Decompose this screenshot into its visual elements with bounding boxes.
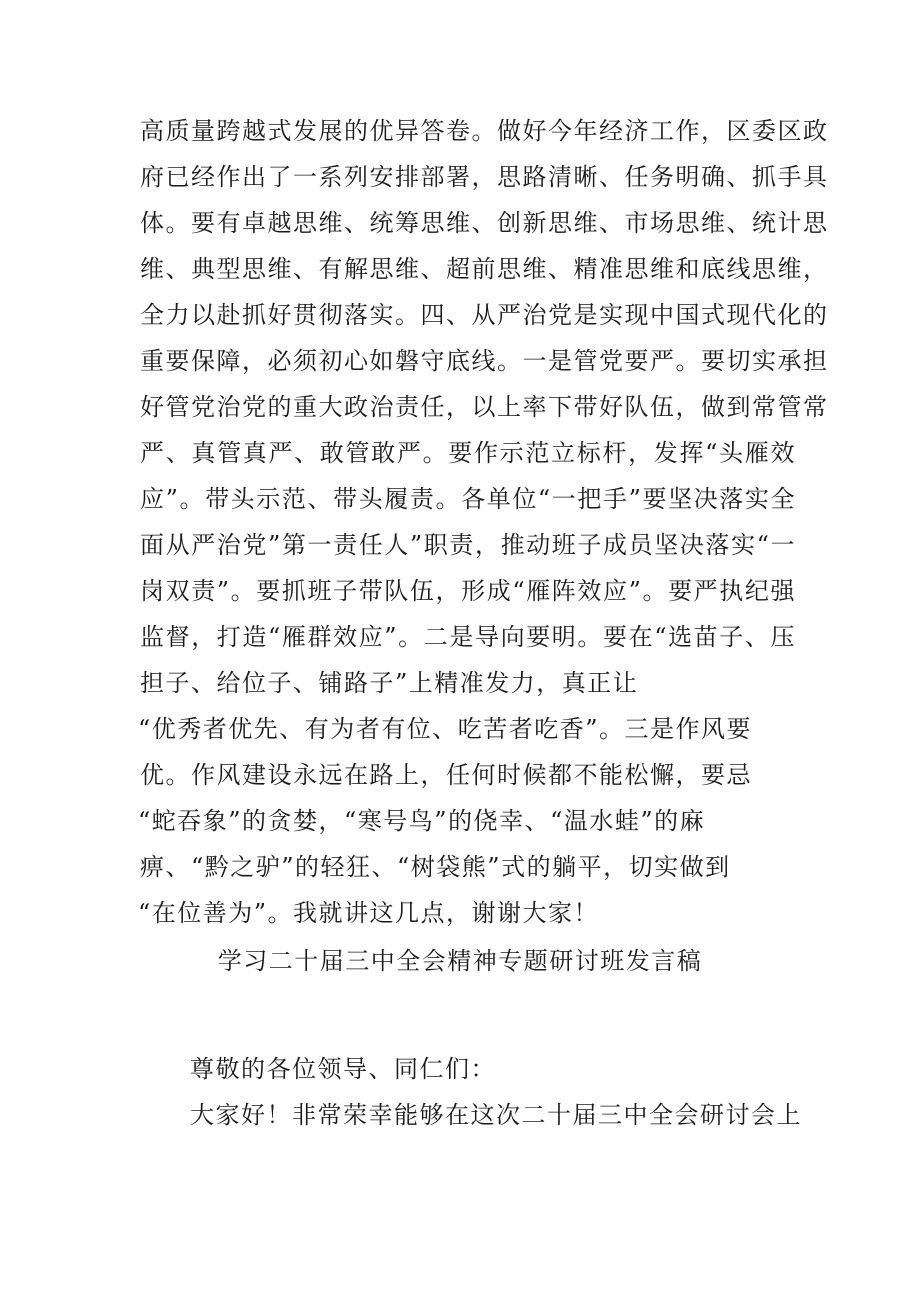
body-line: 维、典型思维、有解思维、超前思维、精准思维和底线思维， — [140, 255, 829, 283]
opening-line: 大家好！非常荣幸能够在这次二十届三中全会研讨会上 — [190, 1101, 802, 1129]
body-line: 面从严治党”第一责任人”职责，推动班子成员坚决落实“一 — [140, 531, 796, 559]
body-line: 担子、给位子、铺路子”上精准发力，真正让 — [140, 669, 639, 697]
body-line: “在位善为”。我就讲这几点，谢谢大家！ — [138, 899, 600, 927]
salutation: 尊敬的各位领导、同仁们： — [190, 1055, 496, 1083]
body-line: 岗双责”。要抓班子带队伍，形成“雁阵效应”。要严执纪强 — [140, 577, 796, 605]
body-line: 体。要有卓越思维、统筹思维、创新思维、市场思维、统计思 — [140, 209, 829, 237]
body-line: 全力以赴抓好贯彻落实。四、从严治党是实现中国式现代化的 — [140, 301, 829, 329]
body-line: “优秀者优先、有为者有位、吃苦者吃香”。三是作风要 — [138, 715, 753, 743]
body-line: 优。作风建设永远在路上，任何时候都不能松懈，要忌 — [140, 761, 752, 789]
body-line: 重要保障，必须初心如磐守底线。一是管党要严。要切实承担 — [140, 347, 829, 375]
body-line: “蛇吞象”的贪婪，“寒号鸟”的侥幸、“温水蛙”的麻 — [138, 807, 706, 835]
body-line: 严、真管真严、敢管敢严。要作示范立标杆，发挥“头雁效 — [140, 439, 796, 467]
body-line: 府已经作出了一系列安排部署，思路清晰、任务明确、抓手具 — [140, 163, 829, 191]
body-line: 高质量跨越式发展的优异答卷。做好今年经济工作，区委区政 — [140, 117, 829, 145]
body-line: 好管党治党的重大政治责任，以上率下带好队伍，做到常管常 — [140, 393, 829, 421]
section-title: 学习二十届三中全会精神专题研讨班发言稿 — [217, 947, 703, 975]
body-line: 痹、“黔之驴”的轻狂、“树袋熊”式的躺平，切实做到 — [140, 853, 731, 881]
body-line: 监督，打造“雁群效应”。二是导向要明。要在“选苗子、压 — [140, 623, 796, 651]
body-line: 应”。带头示范、带头履责。各单位“一把手”要坚决落实全 — [140, 485, 796, 513]
